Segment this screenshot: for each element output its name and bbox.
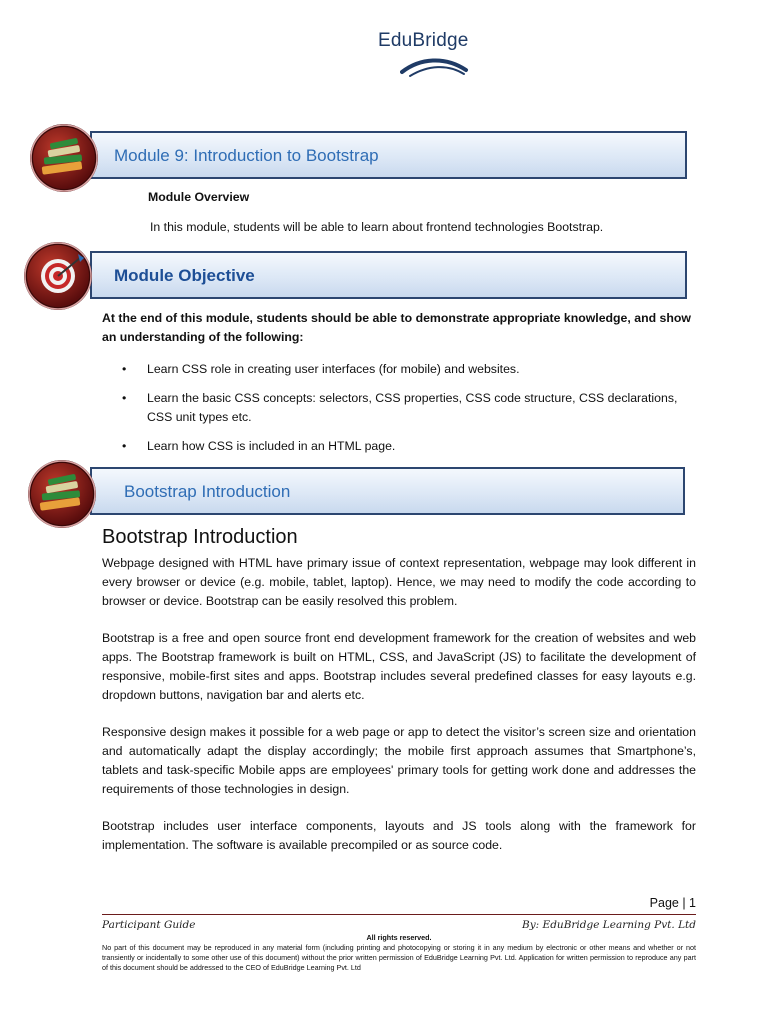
footer-by: By: EduBridge Learning Pvt. Ltd: [522, 919, 696, 931]
paragraph: Bootstrap includes user interface components, layouts and JS tools along with the framework for implementation. The software is available precompiled or as source code.: [102, 819, 696, 852]
footer-guide: Participant Guide: [102, 919, 196, 931]
module-objective-banner: [90, 251, 687, 299]
bootstrap-intro-banner: [90, 467, 685, 515]
page-number: Page | 1: [649, 896, 696, 910]
logo-text: EduBridge: [378, 30, 469, 51]
list-item: • Learn CSS role in creating user interfaces (for mobile) and websites.: [122, 360, 694, 379]
module-overview-label: Module Overview: [148, 190, 250, 204]
section-heading: Bootstrap Introduction: [102, 526, 298, 548]
objective-list: [122, 360, 694, 466]
paragraph: Webpage designed with HTML have primary issue of context representation, webpage may look different in every browser or device (e.g. mobile, tablet, laptop). Hence, we may need to modify the code according to browser or device. Bootstrap can be easily resolved this problem.: [102, 556, 696, 608]
module-title: Module 9: Introduction to Bootstrap: [114, 146, 379, 165]
list-item: • Learn the basic CSS concepts: selectors, CSS properties, CSS code structure, CSS declarations, CSS unit types etc.: [122, 389, 694, 427]
logo-swoosh-icon: [400, 56, 470, 78]
footer-legal: No part of this document may be reproduced in any material form (including printing and photocopying or storing it in any medium by electronic or other means and whether or not transiently or incidentally to some other use of this document) without the prior written permission of EduBridge Learning Pvt. Ltd. Application for written permission to reproduce any part of this document should be addressed to the CEO of EduBridge Learning Pvt. Ltd: [102, 943, 696, 972]
module-title-banner: [90, 131, 687, 179]
books-icon: [26, 458, 98, 530]
books-icon: [28, 122, 100, 194]
paragraph: Bootstrap is a free and open source front end development framework for the creation of websites and web apps. The Bootstrap framework is built on HTML, CSS, and JavaScript (JS) to facilitate the development of responsive, mobile-first sites and apps. Bootstrap includes several predefined classes for easy layouts e.g. dropdown buttons, navigation bar and alerts etc.: [102, 631, 696, 702]
paragraph: Responsive design makes it possible for a web page or app to detect the visitor’s screen size and orientation and automatically adapt the display accordingly; the mobile first approach assumes that Smartphone’s, tablets and task-specific Mobile apps are employees' primary tools for getting work done and addresses the requirements of those technologies in design.: [102, 725, 696, 796]
footer-rights: All rights reserved.: [366, 933, 432, 942]
footer-divider: [102, 914, 696, 915]
bootstrap-intro-banner-title: Bootstrap Introduction: [124, 482, 291, 501]
edubridge-logo: [370, 28, 480, 80]
module-overview-text: In this module, students will be able to learn about frontend technologies Bootstrap.: [150, 220, 604, 234]
objective-intro: At the end of this module, students should be able to demonstrate appropriate knowledge, and show an understanding of the following:: [102, 311, 691, 344]
target-icon: [22, 240, 94, 312]
list-item: • Learn how CSS is included in an HTML page.: [122, 437, 694, 456]
module-objective-title: Module Objective: [114, 266, 255, 285]
